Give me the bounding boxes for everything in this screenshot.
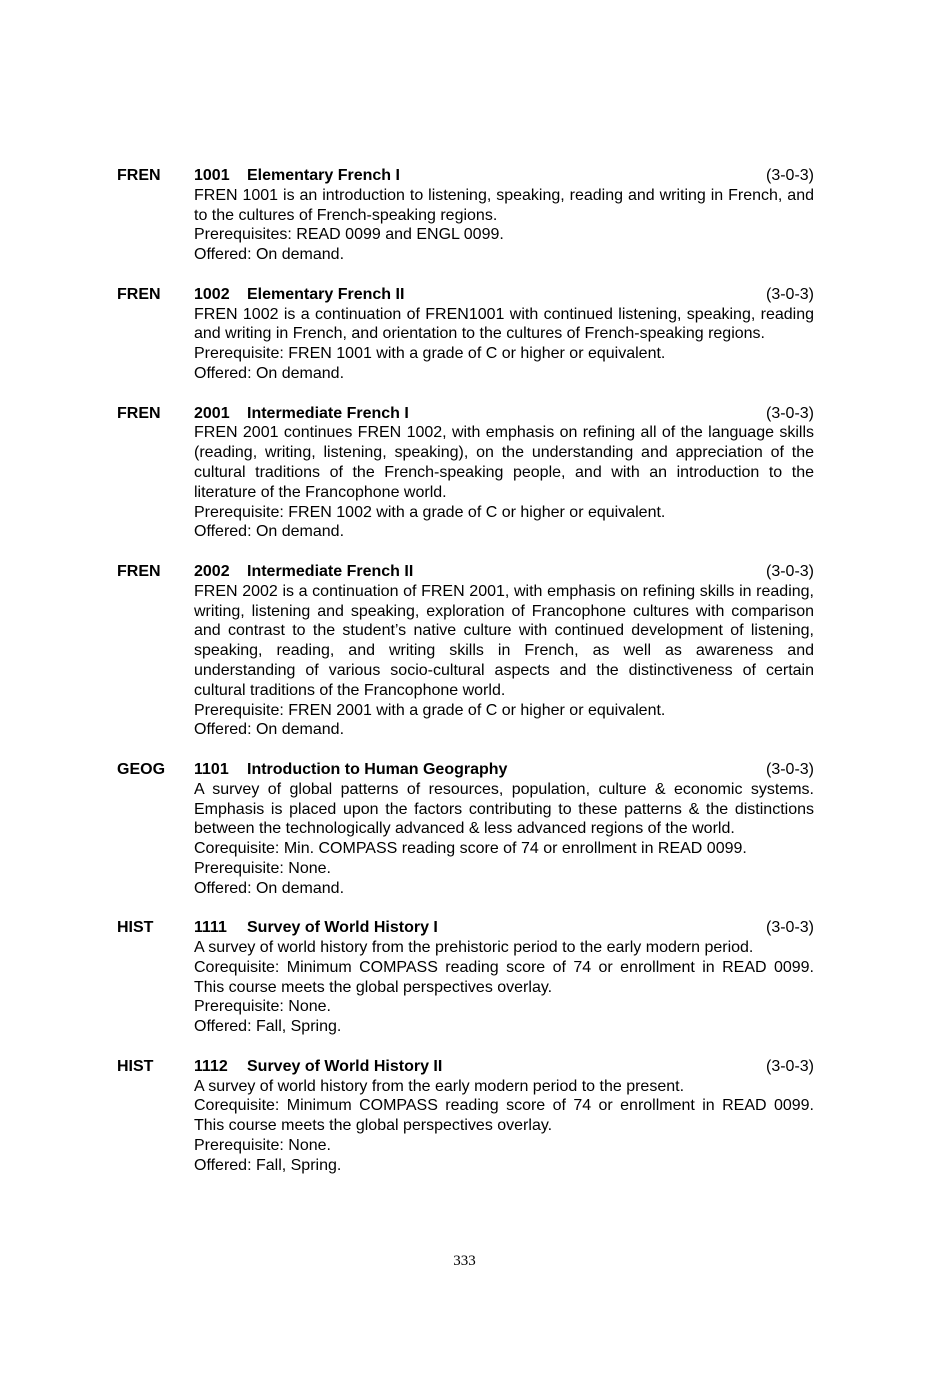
page-number: 333 bbox=[453, 1253, 476, 1269]
course-description: FREN 2002 is a continuation of FREN 2001, with emphasis on refining skills in reading, writing, listening and speaking, exploration of Francophone cultures with comparison and contrast to the student’s native culture with continued development of listening, speaking, reading, and writing skills in French, as well as awareness and understanding of various socio-cultural aspects and the distinctiveness of certain cultural traditions of the Francophone world. bbox=[194, 582, 814, 699]
course-credits: (3-0-3) bbox=[765, 1057, 814, 1075]
course-number: 1111 bbox=[194, 919, 227, 937]
course-body bbox=[194, 760, 814, 899]
course-description: A survey of world history from the early modern period to the present. bbox=[194, 1077, 685, 1095]
course-credits: (3-0-3) bbox=[765, 562, 814, 580]
course-subject: HIST bbox=[117, 1057, 154, 1075]
course-heading bbox=[194, 166, 400, 186]
course-title-row bbox=[194, 562, 814, 582]
course-offered: Offered: On demand. bbox=[194, 246, 345, 264]
course-heading bbox=[194, 760, 507, 780]
course-credits: (3-0-3) bbox=[765, 285, 814, 303]
course-subject: GEOG bbox=[117, 760, 166, 778]
course-entry bbox=[117, 166, 814, 265]
course-offered: Offered: On demand. bbox=[194, 721, 345, 739]
course-credits: (3-0-3) bbox=[765, 760, 814, 778]
course-subject: FREN bbox=[117, 562, 161, 580]
course-number: 1002 bbox=[194, 285, 230, 303]
course-subject: HIST bbox=[117, 919, 154, 937]
course-corequisite: Corequisite: Min. COMPASS reading score of 74 or enrollment in READ 0099. bbox=[194, 840, 747, 858]
course-heading bbox=[194, 404, 409, 424]
course-prerequisite: Prerequisite: FREN 1001 with a grade of C or higher or equivalent. bbox=[194, 345, 666, 363]
course-title-row bbox=[194, 760, 814, 780]
course-body bbox=[194, 166, 814, 265]
course-title: Elementary French II bbox=[247, 285, 405, 303]
course-description: A survey of world history from the prehistoric period to the early modern period. bbox=[194, 939, 754, 957]
course-title-row bbox=[194, 285, 814, 305]
course-description: FREN 2001 continues FREN 1002, with emphasis on refining all of the language skills (reading, writing, listening, speaking), on the understanding and appreciation of the cultural traditions of the French-speaking people, and with an introduction to the literature of the Francophone world. bbox=[194, 424, 814, 501]
course-description: A survey of global patterns of resources, population, culture & economic systems. Emphasis is placed upon the factors contributing to these patterns & the distinctions between the technologically advanced & less advanced regions of the world. bbox=[194, 780, 814, 838]
course-corequisite: Corequisite: Minimum COMPASS reading score of 74 or enrollment in READ 0099. This course meets the global perspectives overlay. bbox=[194, 1097, 814, 1135]
course-number: 1112 bbox=[194, 1057, 228, 1075]
course-number: 1001 bbox=[194, 167, 230, 184]
course-credits: (3-0-3) bbox=[765, 167, 814, 184]
course-prerequisite: Prerequisite: None. bbox=[194, 998, 331, 1016]
course-number: 2002 bbox=[194, 562, 230, 580]
course-description: FREN 1001 is an introduction to listening, speaking, reading and writing in French, and to the cultures of French-speaking regions. bbox=[194, 186, 814, 224]
course-heading bbox=[194, 918, 438, 938]
course-prerequisite: Prerequisite: FREN 2001 with a grade of C or higher or equivalent. bbox=[194, 701, 666, 719]
course-title: Intermediate French II bbox=[247, 562, 414, 580]
course-heading bbox=[194, 1057, 442, 1077]
course-heading bbox=[194, 285, 404, 305]
course-catalog-page bbox=[117, 166, 814, 1195]
course-title-row bbox=[194, 404, 814, 424]
course-entry bbox=[117, 918, 814, 1037]
course-title-row bbox=[194, 1057, 814, 1077]
course-offered: Offered: Fall, Spring. bbox=[194, 1156, 342, 1174]
course-title-row bbox=[194, 918, 814, 938]
course-entry bbox=[117, 760, 814, 899]
course-corequisite: Corequisite: Minimum COMPASS reading score of 74 or enrollment in READ 0099. This course meets the global perspectives overlay. bbox=[194, 958, 814, 996]
course-entry bbox=[117, 1057, 814, 1176]
course-description: FREN 1002 is a continuation of FREN1001 with continued listening, speaking, reading and writing in French, and orientation to the cultures of French-speaking regions. bbox=[194, 305, 814, 343]
course-number: 1101 bbox=[194, 760, 229, 778]
course-entry bbox=[117, 404, 814, 543]
course-body bbox=[194, 562, 814, 740]
course-body bbox=[194, 1057, 814, 1176]
course-prerequisite: Prerequisite: None. bbox=[194, 859, 331, 877]
course-offered: Offered: On demand. bbox=[194, 523, 345, 541]
course-offered: Offered: Fall, Spring. bbox=[194, 1018, 342, 1036]
course-body bbox=[194, 285, 814, 384]
course-title: Elementary French I bbox=[247, 167, 400, 184]
course-title-row bbox=[194, 166, 814, 186]
course-prerequisite: Prerequisite: None. bbox=[194, 1137, 331, 1155]
course-title: Introduction to Human Geography bbox=[247, 760, 508, 778]
course-credits: (3-0-3) bbox=[765, 919, 814, 937]
course-offered: Offered: On demand. bbox=[194, 879, 345, 897]
course-title: Survey of World History I bbox=[247, 919, 438, 937]
course-credits: (3-0-3) bbox=[765, 404, 814, 422]
course-title: Intermediate French I bbox=[247, 404, 409, 422]
course-title: Survey of World History II bbox=[247, 1057, 443, 1075]
course-prerequisite: Prerequisites: READ 0099 and ENGL 0099. bbox=[194, 226, 504, 244]
course-body bbox=[194, 404, 814, 543]
course-offered: Offered: On demand. bbox=[194, 364, 345, 382]
course-prerequisite: Prerequisite: FREN 1002 with a grade of C or higher or equivalent. bbox=[194, 503, 666, 521]
course-body bbox=[194, 918, 814, 1037]
course-subject: FREN bbox=[117, 404, 161, 422]
course-entry bbox=[117, 562, 814, 740]
course-number: 2001 bbox=[194, 404, 230, 422]
course-heading bbox=[194, 562, 413, 582]
course-subject: FREN bbox=[117, 167, 161, 184]
course-entry bbox=[117, 285, 814, 384]
course-subject: FREN bbox=[117, 285, 161, 303]
